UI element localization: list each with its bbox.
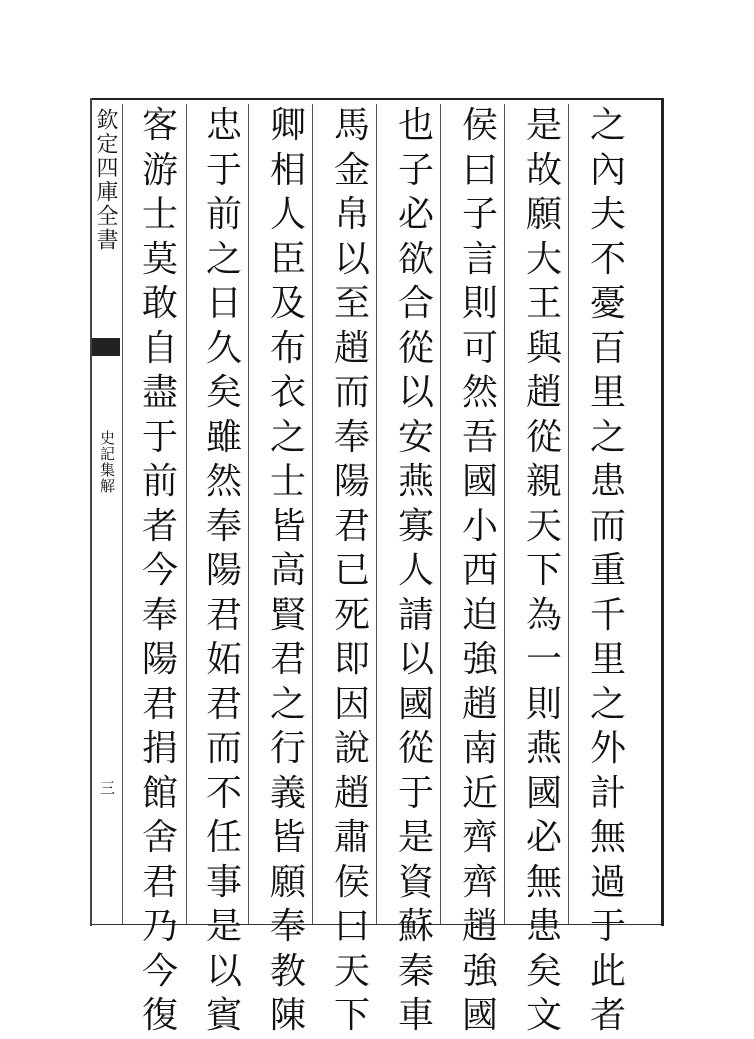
character: 教 <box>269 950 306 992</box>
character: 于 <box>397 772 434 814</box>
character: 乃 <box>141 906 178 947</box>
column-divider <box>186 104 187 924</box>
character: 車 <box>397 995 434 1036</box>
character: 妬 <box>205 639 242 680</box>
character: 患 <box>589 461 626 502</box>
character: 前 <box>141 461 178 502</box>
column-divider <box>122 104 123 924</box>
character: 之 <box>269 683 306 725</box>
character: 今 <box>141 950 178 992</box>
character: 患 <box>525 906 562 947</box>
character: 君 <box>141 683 178 725</box>
character: 復 <box>141 995 178 1036</box>
text-column-4 <box>390 104 442 1036</box>
character: 舍 <box>141 817 178 858</box>
character: 王 <box>525 283 562 324</box>
character: 迫 <box>461 594 498 636</box>
character: 至 <box>333 283 370 324</box>
character: 馬 <box>333 105 370 146</box>
character: 死 <box>333 594 370 636</box>
character: 為 <box>525 594 562 636</box>
character: 君 <box>141 861 178 903</box>
character: 人 <box>397 550 434 591</box>
character: 此 <box>589 950 626 992</box>
character: 強 <box>461 950 498 992</box>
character: 大 <box>525 238 562 280</box>
character: 說 <box>333 728 370 769</box>
character: 過 <box>589 861 626 903</box>
character: 文 <box>525 995 562 1036</box>
character: 之 <box>589 416 626 458</box>
character: 陽 <box>141 639 178 680</box>
character: 奉 <box>205 505 242 547</box>
character: 者 <box>141 505 178 547</box>
character: 之 <box>589 683 626 725</box>
character: 君 <box>205 594 242 636</box>
character: 天 <box>525 505 562 547</box>
character: 燕 <box>397 461 434 502</box>
character: 國 <box>461 461 498 502</box>
character: 然 <box>461 372 498 413</box>
character: 之 <box>269 416 306 458</box>
character: 前 <box>205 194 242 235</box>
gutter-page-number: 三 <box>98 780 116 795</box>
text-column-7 <box>198 104 250 1036</box>
text-column-2 <box>518 104 570 1036</box>
character: 西 <box>461 550 498 591</box>
character: 侯 <box>333 861 370 903</box>
character: 子 <box>461 194 498 235</box>
character: 曰 <box>461 149 498 191</box>
character: 與 <box>525 327 562 369</box>
character: 人 <box>269 194 306 235</box>
character: 自 <box>141 327 178 369</box>
character: 南 <box>461 728 498 769</box>
character: 高 <box>269 550 306 591</box>
character: 吾 <box>461 416 498 458</box>
character: 憂 <box>589 283 626 324</box>
character: 以 <box>333 238 370 280</box>
character: 合 <box>397 283 434 324</box>
character: 敢 <box>141 283 178 324</box>
character: 君 <box>333 505 370 547</box>
character: 布 <box>269 327 306 369</box>
character: 帛 <box>333 194 370 235</box>
character: 然 <box>205 461 242 502</box>
text-column-1 <box>582 104 634 1036</box>
character: 燕 <box>525 728 562 769</box>
character: 士 <box>141 194 178 235</box>
character: 即 <box>333 639 370 680</box>
character: 于 <box>141 416 178 458</box>
character: 趙 <box>333 772 370 814</box>
text-column-3 <box>454 104 506 1036</box>
character: 國 <box>525 772 562 814</box>
character: 以 <box>397 372 434 413</box>
text-column-5 <box>326 104 378 1036</box>
character: 矣 <box>205 372 242 413</box>
character: 奉 <box>269 906 306 947</box>
character: 肅 <box>333 817 370 858</box>
gutter-title: 欽定四庫全書 <box>93 108 118 252</box>
top-border <box>90 98 662 100</box>
character: 千 <box>589 594 626 636</box>
character: 一 <box>525 639 562 680</box>
character: 是 <box>397 817 434 858</box>
character: 盡 <box>141 372 178 413</box>
character: 之 <box>205 238 242 280</box>
character: 無 <box>525 861 562 903</box>
character: 久 <box>205 327 242 369</box>
character: 而 <box>205 728 242 769</box>
character: 以 <box>397 639 434 680</box>
character: 安 <box>397 416 434 458</box>
character: 趙 <box>461 906 498 947</box>
character: 捐 <box>141 728 178 769</box>
character: 日 <box>205 283 242 324</box>
character: 請 <box>397 594 434 636</box>
character: 齊 <box>461 861 498 903</box>
character: 則 <box>525 683 562 725</box>
character: 從 <box>397 728 434 769</box>
character: 重 <box>589 550 626 591</box>
character: 因 <box>333 683 370 725</box>
character: 者 <box>589 995 626 1036</box>
character: 奉 <box>333 416 370 458</box>
character: 客 <box>141 105 178 146</box>
character: 是 <box>525 105 562 146</box>
character: 而 <box>333 372 370 413</box>
character: 天 <box>333 950 370 992</box>
character: 君 <box>269 639 306 680</box>
character: 是 <box>205 906 242 947</box>
character: 義 <box>269 772 306 814</box>
character: 已 <box>333 550 370 591</box>
character: 事 <box>205 861 242 903</box>
character: 內 <box>589 149 626 191</box>
character: 奉 <box>141 594 178 636</box>
character: 下 <box>525 550 562 591</box>
character: 秦 <box>397 950 434 992</box>
character: 陽 <box>205 550 242 591</box>
character: 趙 <box>333 327 370 369</box>
character: 故 <box>525 149 562 191</box>
character: 必 <box>397 194 434 235</box>
character: 而 <box>589 505 626 547</box>
character: 近 <box>461 772 498 814</box>
character: 皆 <box>269 817 306 858</box>
character: 從 <box>525 416 562 458</box>
character: 蘇 <box>397 906 434 947</box>
character: 之 <box>589 105 626 146</box>
character: 金 <box>333 149 370 191</box>
character: 行 <box>269 728 306 769</box>
character: 忠 <box>205 105 242 146</box>
character: 以 <box>205 950 242 992</box>
character: 于 <box>589 906 626 947</box>
character: 于 <box>205 149 242 191</box>
character: 侯 <box>461 105 498 146</box>
character: 寡 <box>397 505 434 547</box>
character: 不 <box>205 772 242 814</box>
character: 外 <box>589 728 626 769</box>
character: 及 <box>269 283 306 324</box>
right-border <box>661 98 664 926</box>
character: 願 <box>269 861 306 903</box>
character: 言 <box>461 238 498 280</box>
character: 今 <box>141 550 178 591</box>
character: 莫 <box>141 238 178 280</box>
character: 國 <box>397 683 434 725</box>
character: 計 <box>589 772 626 814</box>
character: 子 <box>397 149 434 191</box>
character: 里 <box>589 639 626 680</box>
character: 士 <box>269 461 306 502</box>
character: 從 <box>397 327 434 369</box>
character: 曰 <box>333 906 370 947</box>
character: 齊 <box>461 817 498 858</box>
character: 百 <box>589 327 626 369</box>
gutter-fishtail-mark <box>92 338 120 356</box>
character: 夫 <box>589 194 626 235</box>
character: 雖 <box>205 416 242 458</box>
character: 陳 <box>269 995 306 1036</box>
character: 強 <box>461 639 498 680</box>
character: 任 <box>205 817 242 858</box>
character: 相 <box>269 149 306 191</box>
character: 君 <box>205 683 242 725</box>
character: 可 <box>461 327 498 369</box>
character: 矣 <box>525 950 562 992</box>
character: 皆 <box>269 505 306 547</box>
character: 欲 <box>397 238 434 280</box>
character: 館 <box>141 772 178 814</box>
character: 下 <box>333 995 370 1036</box>
character: 也 <box>397 105 434 146</box>
character: 資 <box>397 861 434 903</box>
character: 趙 <box>461 683 498 725</box>
text-column-8 <box>134 104 186 1036</box>
character: 親 <box>525 461 562 502</box>
character: 賓 <box>205 995 242 1036</box>
character: 賢 <box>269 594 306 636</box>
character: 游 <box>141 149 178 191</box>
character: 衣 <box>269 372 306 413</box>
character: 小 <box>461 505 498 547</box>
text-column-6 <box>262 104 314 1036</box>
character: 不 <box>589 238 626 280</box>
character: 里 <box>589 372 626 413</box>
character: 趙 <box>525 372 562 413</box>
character: 卿 <box>269 105 306 146</box>
character: 陽 <box>333 461 370 502</box>
character: 臣 <box>269 238 306 280</box>
character: 則 <box>461 283 498 324</box>
character: 無 <box>589 817 626 858</box>
character: 國 <box>461 995 498 1036</box>
gutter-subtitle: 史記集解 <box>98 430 116 494</box>
character: 必 <box>525 817 562 858</box>
character: 願 <box>525 194 562 235</box>
